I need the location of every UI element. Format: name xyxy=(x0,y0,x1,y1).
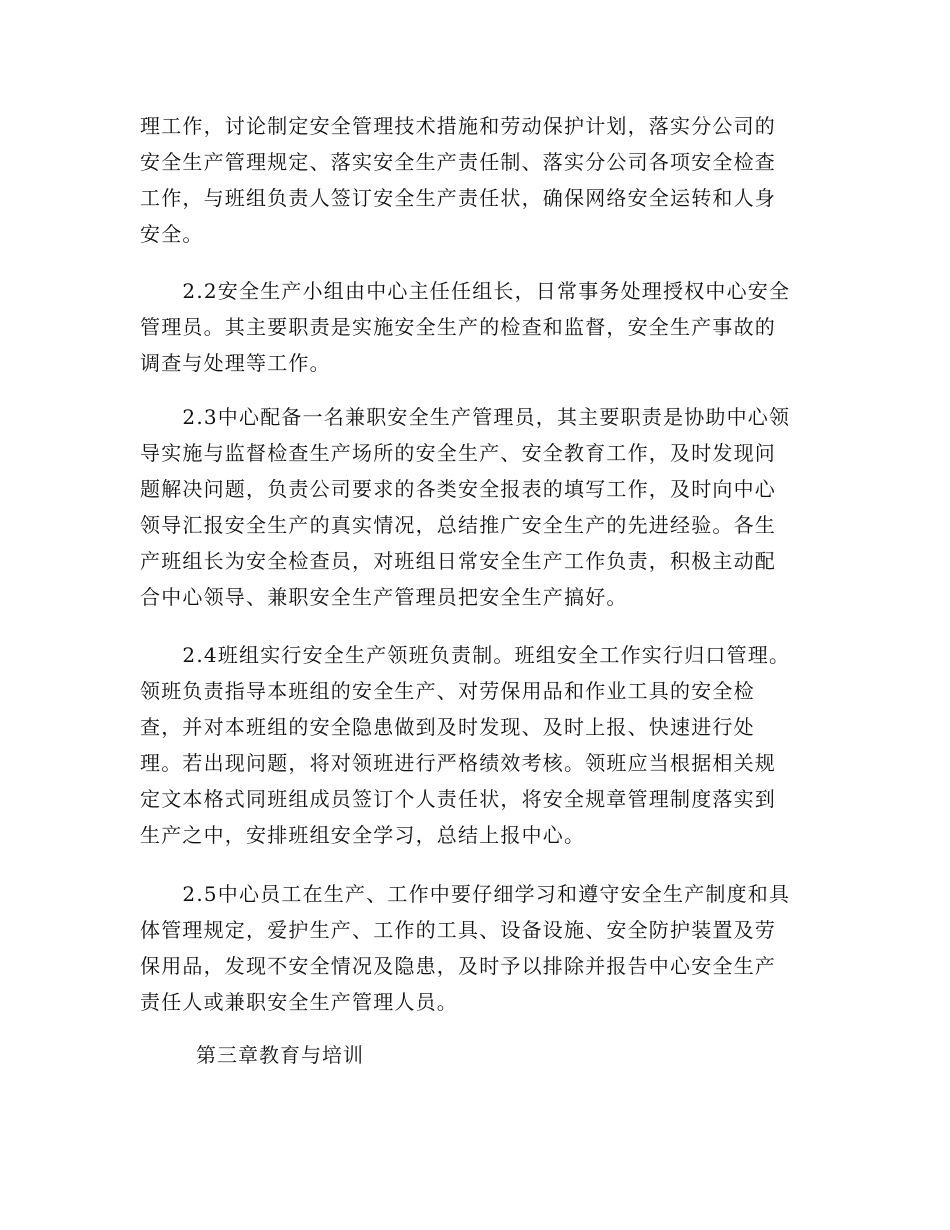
text-line: 理工作，讨论制定安全管理技术措施和劳动保护计划，落实分公司的 xyxy=(140,114,776,138)
paragraph-2-2 xyxy=(140,273,820,381)
text-line: 题解决问题，负责公司要求的各类安全报表的填写工作，及时向中心 xyxy=(140,477,776,501)
paragraph-safety-management-work xyxy=(140,108,820,252)
text-line: 2.2安全生产小组由中心主任任组长，日常事务处理授权中心安全 xyxy=(140,279,791,303)
text-line: 保用品，发现不安全情况及隐患，及时予以排除并报告中心安全生产 xyxy=(140,954,776,978)
text-line: 责任人或兼职安全生产管理人员。 xyxy=(140,990,458,1014)
text-line: 领导汇报安全生产的真实情况，总结推广安全生产的先进经验。各生 xyxy=(140,513,776,537)
text-line: 体管理规定，爱护生产、工作的工具、设备设施、安全防护装置及劳 xyxy=(140,918,776,942)
text-line: 领班负责指导本班组的安全生产、对劳保用品和作业工具的安全检 xyxy=(140,679,755,703)
text-line: 管理员。其主要职责是实施安全生产的检查和监督，安全生产事故的 xyxy=(140,315,776,339)
text-line: 查，并对本班组的安全隐患做到及时发现、及时上报、快速进行处 xyxy=(140,715,755,739)
text-line: 定文本格式同班组成员签订个人责任状，将安全规章管理制度落实到 xyxy=(140,787,776,811)
text-line: 理。若出现问题，将对领班进行严格绩效考核。领班应当根据相关规 xyxy=(140,751,776,775)
paragraph-2-4 xyxy=(140,637,820,853)
text-line: 安全。 xyxy=(140,222,204,246)
text-line: 2.4班组实行安全生产领班负责制。班组安全工作实行归口管理。 xyxy=(140,643,791,667)
text-line: 产班组长为安全检查员，对班组日常安全生产工作负责，积极主动配 xyxy=(140,549,776,573)
paragraph-2-3 xyxy=(140,399,820,615)
text-line: 合中心领导、兼职安全生产管理员把安全生产搞好。 xyxy=(140,585,628,609)
chapter-heading: 第三章教育与培训 xyxy=(196,1043,364,1067)
text-line: 工作，与班组负责人签订安全生产责任状，确保网络安全运转和人身 xyxy=(140,186,776,210)
text-line: 安全生产管理规定、落实安全生产责任制、落实分公司各项安全检查 xyxy=(140,150,776,174)
text-line: 调查与处理等工作。 xyxy=(140,351,331,375)
text-line: 2.3中心配备一名兼职安全生产管理员，其主要职责是协助中心领 xyxy=(140,405,791,429)
text-line: 生产之中，安排班组安全学习，总结上报中心。 xyxy=(140,823,586,847)
paragraph-2-5 xyxy=(140,876,820,1020)
text-line: 2.5中心员工在生产、工作中要仔细学习和遵守安全生产制度和具 xyxy=(140,882,791,906)
text-line: 导实施与监督检查生产场所的安全生产、安全教育工作，及时发现问 xyxy=(140,441,776,465)
